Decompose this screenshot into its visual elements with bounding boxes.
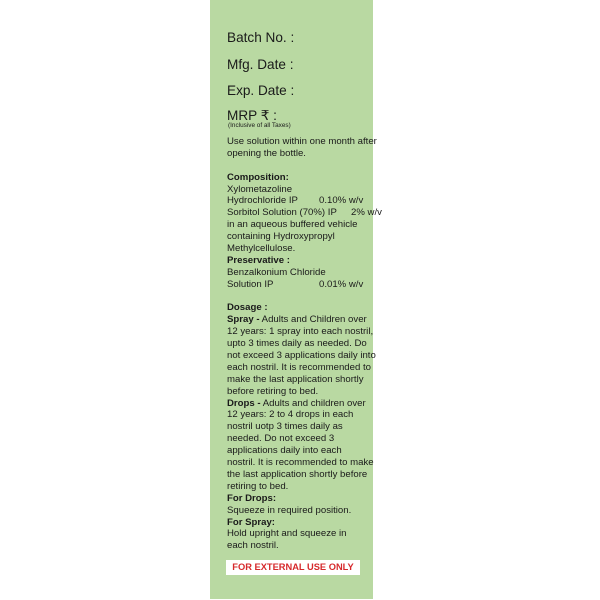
dosage-line: 12 years: 2 to 4 drops in each bbox=[227, 409, 354, 421]
dosage-line: nostril uotp 3 times daily as bbox=[227, 421, 343, 433]
preservative-line: Benzalkonium Chloride bbox=[227, 266, 326, 278]
composition-line: in an aqueous buffered vehicle bbox=[227, 219, 358, 231]
composition-line bbox=[227, 195, 387, 207]
ingredient-amount: 0.01% w/v bbox=[319, 278, 364, 290]
composition-line: Methylcellulose. bbox=[227, 243, 296, 255]
mfg-date-field: Mfg. Date : bbox=[227, 57, 294, 72]
dosage-line: applications daily into each bbox=[227, 445, 342, 457]
mrp-tax-note: (Inclusive of all Taxes) bbox=[228, 122, 291, 129]
ingredient-amount: 0.10% w/v bbox=[319, 195, 364, 207]
dosage-line: upto 3 times daily as needed. Do bbox=[227, 338, 367, 350]
drops-text: Adults and children over bbox=[260, 397, 366, 409]
dosage-line bbox=[227, 314, 387, 326]
preservative-heading: Preservative : bbox=[227, 254, 290, 266]
for-spray-text: Hold upright and squeeze in bbox=[227, 528, 347, 540]
dosage-line: not exceed 3 applications daily into bbox=[227, 350, 376, 362]
label-body-text bbox=[227, 136, 387, 552]
dosage-line: 12 years: 1 spray into each nostril, bbox=[227, 326, 374, 338]
composition-line: Xylometazoline bbox=[227, 183, 293, 195]
ingredient-name: Sorbitol Solution (70%) IP bbox=[227, 207, 337, 219]
preservative-line bbox=[227, 279, 387, 291]
spray-label: Spray - bbox=[227, 314, 260, 326]
external-use-warning: FOR EXTERNAL USE ONLY bbox=[226, 560, 360, 575]
ingredient-amount: 2% w/v bbox=[351, 207, 382, 219]
for-drops-heading: For Drops: bbox=[227, 492, 277, 504]
spray-text: Adults and Children over bbox=[259, 314, 367, 326]
instruction-line: opening the bottle. bbox=[227, 147, 306, 159]
dosage-line: make the last application shortly bbox=[227, 373, 364, 385]
dosage-line: before retiring to bed. bbox=[227, 385, 319, 397]
for-drops-text: Squeeze in required position. bbox=[227, 504, 352, 516]
dosage-line: nostril. It is recommended to make bbox=[227, 457, 374, 469]
dosage-line: the last application shortly before bbox=[227, 468, 368, 480]
dosage-line: retiring to bed. bbox=[227, 480, 289, 492]
dosage-heading: Dosage : bbox=[227, 302, 268, 314]
composition-line: containing Hydroxypropyl bbox=[227, 231, 335, 243]
drops-label: Drops - bbox=[227, 397, 261, 409]
composition-heading: Composition: bbox=[227, 171, 289, 183]
ingredient-name: Hydrochloride IP bbox=[227, 195, 298, 207]
ingredient-name: Solution IP bbox=[227, 278, 274, 290]
for-spray-heading: For Spray: bbox=[227, 516, 275, 528]
composition-line bbox=[227, 207, 387, 219]
dosage-line bbox=[227, 398, 387, 410]
exp-date-field: Exp. Date : bbox=[227, 83, 295, 98]
for-spray-text: each nostril. bbox=[227, 540, 279, 552]
dosage-line: needed. Do not exceed 3 bbox=[227, 433, 335, 445]
batch-number-field: Batch No. : bbox=[227, 30, 295, 45]
mrp-field: MRP ₹ : bbox=[227, 108, 277, 123]
instruction-line: Use solution within one month after bbox=[227, 136, 377, 147]
dosage-line: each nostril. It is recommended to bbox=[227, 361, 371, 373]
